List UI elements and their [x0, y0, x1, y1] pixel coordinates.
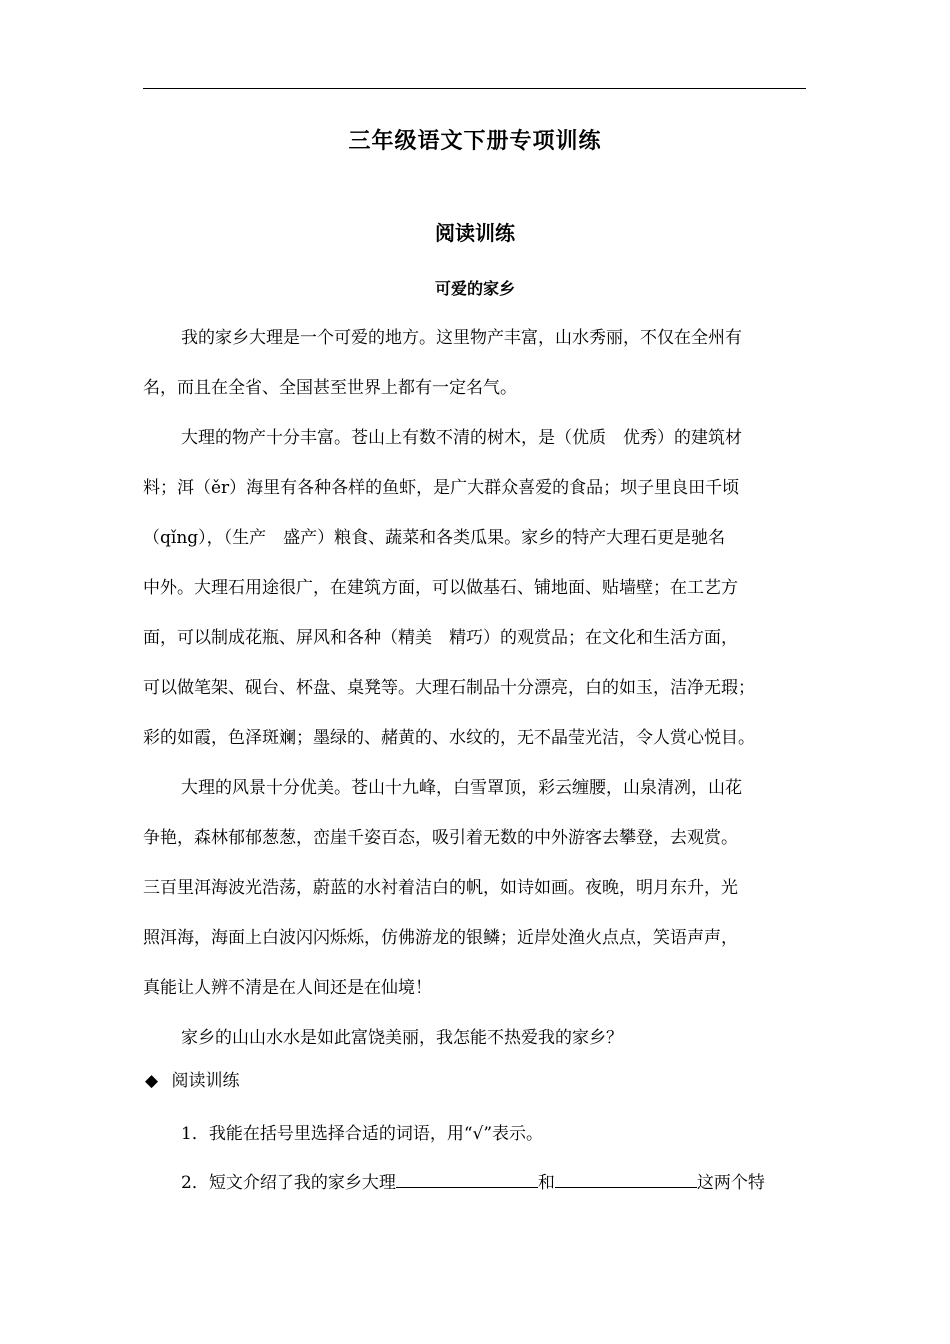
paragraph-line: 彩的如霞，色泽斑斓；墨绿的、赭黄的、水纹的，无不晶莹光洁，令人赏心悦目。 — [143, 728, 755, 748]
question-2-text: 2．短文介绍了我的家乡大理 — [181, 1173, 396, 1193]
section-title: 阅读训练 — [435, 221, 515, 245]
paragraph-line: 真能让人辨不清是在人间还是在仙境！ — [143, 978, 432, 998]
paragraph-line: 料；洱（ěr）海里有各种各样的鱼虾，是广大群众喜爱的食品；坝子里良田千顷 — [143, 478, 740, 498]
answer-blank-1[interactable] — [396, 1171, 538, 1188]
paragraph-line: 名，而且在全省、全国甚至世界上都有一定名气。 — [143, 378, 517, 398]
document-title: 三年级语文下册专项训练 — [348, 129, 602, 154]
paragraph-line: 照洱海，海面上白波闪闪烁烁，仿佛游龙的银鳞；近岸处渔火点点，笑语声声， — [143, 928, 738, 948]
exercise-heading-label: 阅读训练 — [171, 1071, 240, 1091]
question-2-conjunction: 和 — [537, 1173, 555, 1193]
paragraph-line: 三百里洱海波光浩荡，蔚蓝的水衬着洁白的帆，如诗如画。夜晚，明月东升，光 — [143, 878, 738, 898]
paragraph-line: 面，可以制成花瓶、屏风和各种（精美 精巧）的观赏品；在文化和生活方面， — [143, 628, 738, 648]
diamond-bullet-icon: ◆ — [145, 1071, 159, 1091]
paragraph-line: 我的家乡大理是一个可爱的地方。这里物产丰富，山水秀丽，不仅在全州有 — [181, 328, 742, 348]
paragraph-line: 家乡的山山水水是如此富饶美丽，我怎能不热爱我的家乡？ — [181, 1028, 623, 1048]
paragraph-line: 大理的物产十分丰富。苍山上有数不清的树木，是（优质 优秀）的建筑材 — [181, 428, 742, 448]
paragraph-line: 争艳，森林郁郁葱葱，峦崖千姿百态，吸引着无数的中外游客去攀登，去观赏。 — [143, 828, 738, 848]
paragraph-line: （qǐng），（生产 盛产）粮食、蔬菜和各类瓜果。家乡的特产大理石更是驰名 — [143, 528, 726, 548]
article-title: 可爱的家乡 — [434, 279, 515, 298]
answer-blank-2[interactable] — [555, 1171, 697, 1188]
article-body — [143, 313, 806, 1063]
paragraph-line: 中外。大理石用途很广，在建筑方面，可以做基石、铺地面、贴墙壁；在工艺方 — [143, 578, 738, 598]
question-1: 1．我能在括号里选择合适的词语，用“√”表示。 — [181, 1124, 544, 1144]
exercise-heading — [145, 1066, 239, 1091]
question-2-text-end: 这两个特 — [696, 1173, 765, 1193]
paragraph-line: 大理的风景十分优美。苍山十九峰，白雪罩顶，彩云缠腰，山泉清冽，山花 — [181, 778, 742, 798]
header-rule — [143, 88, 806, 89]
question-2 — [181, 1168, 765, 1193]
paragraph-line: 可以做笔架、砚台、杯盘、桌凳等。大理石制品十分漂亮，白的如玉，洁净无瑕； — [143, 678, 755, 698]
